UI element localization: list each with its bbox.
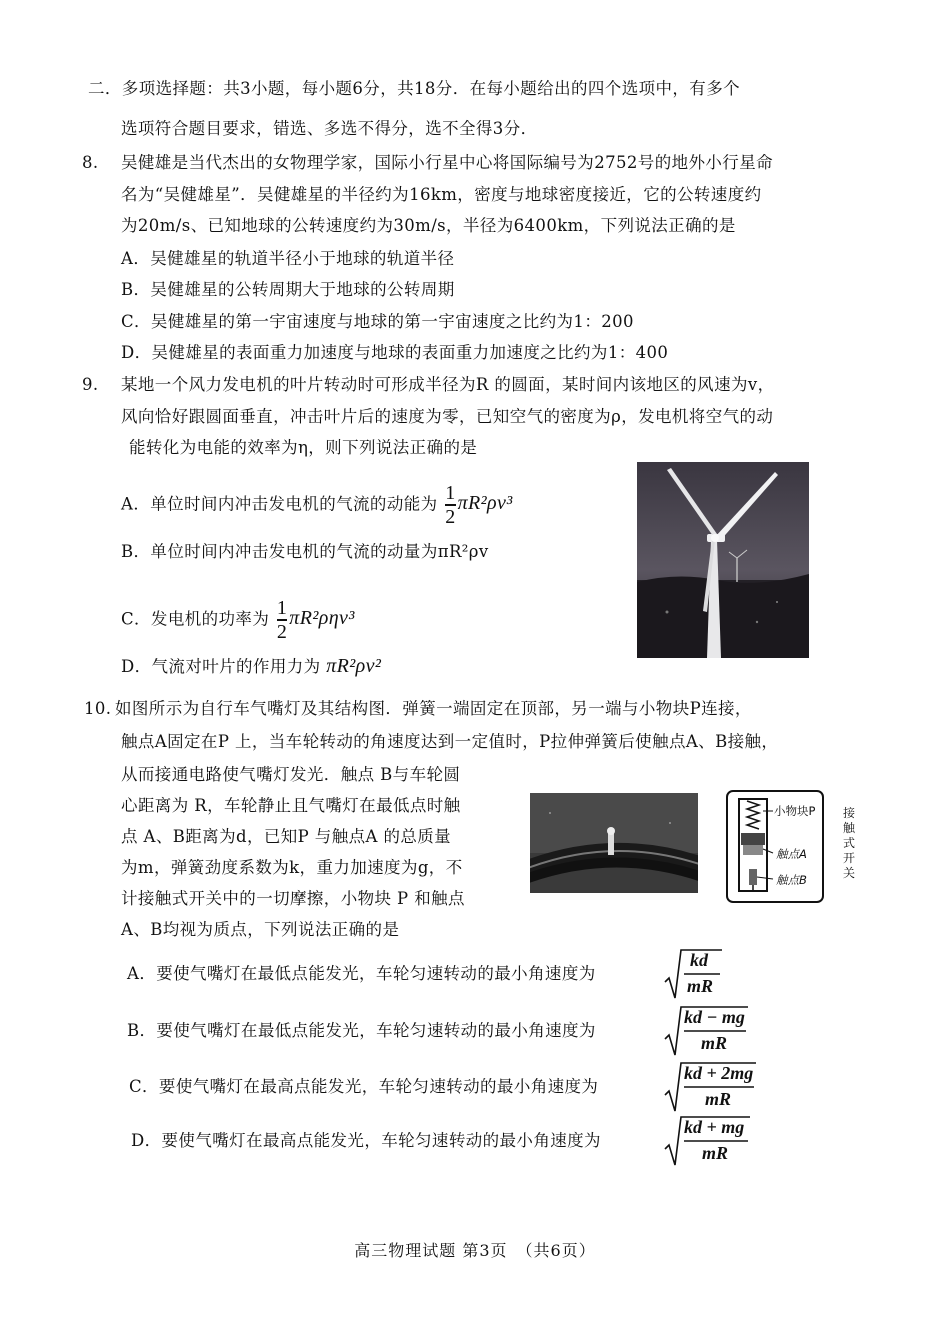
- label-contact-switch: 接触式开关: [842, 806, 855, 880]
- fraction: $\frac{1}{2}$: [445, 482, 456, 528]
- q8-stem-line: 为20m/s、已知地球的公转速度约为30m/s，半径为6400km，下列说法正确的是: [121, 216, 736, 235]
- q10-stem-line: 计接触式开关中的一切摩擦，小物块 P 和触点: [121, 889, 465, 908]
- q10-option-c: C．要使气嘴灯在最高点能发光，车轮匀速转动的最小角速度为: [129, 1077, 599, 1096]
- q10-option-a: A．要使气嘴灯在最低点能发光，车轮匀速转动的最小角速度为: [127, 964, 596, 983]
- label-contact-a: 触点A: [776, 847, 807, 861]
- q10-stem-line: 从而接通电路使气嘴灯发光．触点 B与车轮圆: [121, 765, 461, 784]
- bicycle-valve-light-photo: [530, 793, 698, 893]
- q10-option-d: D．要使气嘴灯在最高点能发光，车轮匀速转动的最小角速度为: [131, 1131, 601, 1150]
- page-footer: 高三物理试题 第3页 （共6页）: [354, 1241, 596, 1260]
- q10-option-b: B．要使气嘴灯在最低点能发光，车轮匀速转动的最小角速度为: [127, 1021, 596, 1040]
- section-heading-line-2: 选项符合题目要求，错选、多选不得分，选不全得3分．: [121, 119, 538, 138]
- wind-turbine-photo: [637, 462, 809, 658]
- q8-option-c: C．吴健雄星的第一宇宙速度与地球的第一宇宙速度之比约为1：200: [121, 312, 634, 331]
- label-block-p: 小物块P: [774, 804, 816, 818]
- q9-stem-line: 风向恰好跟圆面垂直，冲击叶片后的速度为零，已知空气的密度为ρ，发电机将空气的动: [121, 407, 774, 426]
- sqrt-expression: kd − mg mR: [664, 1005, 750, 1061]
- sqrt-expression: kd + 2mg mR: [664, 1061, 758, 1117]
- q8-stem-line: 名为“吴健雄星”．吴健雄星的半径约为16km，密度与地球密度接近，它的公转速度约: [121, 185, 762, 204]
- q8-option-a: A．吴健雄星的轨道半径小于地球的轨道半径: [121, 249, 455, 268]
- sqrt-expression: kd + mg mR: [664, 1115, 752, 1171]
- q8-number: 8.: [82, 153, 99, 172]
- sqrt-expression: kd mR: [664, 948, 724, 1004]
- q8-option-b: B．吴健雄星的公转周期大于地球的公转周期: [121, 280, 455, 299]
- q9-number: 9.: [82, 375, 99, 394]
- q9-stem-line: 某地一个风力发电机的叶片转动时可形成半径为R 的圆面，某时间内该地区的风速为v，: [121, 375, 775, 394]
- label-contact-b: 触点B: [776, 873, 807, 887]
- q10-stem-line: 为m，弹簧劲度系数为k，重力加速度为g，不: [121, 858, 463, 877]
- q8-stem-line: 吴健雄是当代杰出的女物理学家，国际小行星中心将国际编号为2752号的地外小行星命: [121, 153, 773, 172]
- q10-stem-line: A、B均视为质点，下列说法正确的是: [121, 920, 400, 939]
- q8-option-d: D．吴健雄星的表面重力加速度与地球的表面重力加速度之比约为1：400: [121, 343, 669, 362]
- contact-switch-diagram: [725, 789, 825, 904]
- q10-number: 10.: [84, 699, 112, 718]
- q10-stem-line: 心距离为 R，车轮静止且气嘴灯在最低点时触: [121, 796, 461, 815]
- q10-stem-line: 如图所示为自行车气嘴灯及其结构图．弹簧一端固定在顶部，另一端与小物块P连接，: [115, 699, 752, 718]
- q9-option-b: B．单位时间内冲击发电机的气流的动量为πR²ρv: [121, 542, 489, 561]
- q10-stem-line: 触点A固定在P 上，当车轮转动的角速度达到一定值时，P拉伸弹簧后使触点A、B接触，: [121, 732, 779, 751]
- fraction: $\frac{1}{2}$: [276, 597, 288, 643]
- q9-option-c: C．发电机的功率为 $\frac{1}{2}$ πR²ρηv³: [121, 597, 355, 643]
- q9-option-a: A．单位时间内冲击发电机的气流的动能为 $\frac{1}{2}$ πR²ρv³: [121, 482, 513, 528]
- q9-stem-line: 能转化为电能的效率为η，则下列说法正确的是: [129, 438, 478, 457]
- q9-option-d: D．气流对叶片的作用力为 πR²ρv²: [121, 655, 382, 677]
- q10-stem-line: 点 A、B距离为d，已知P 与触点A 的总质量: [121, 827, 452, 846]
- section-heading-line-1: 二．多项选择题：共3小题，每小题6分，共18分．在每小题给出的四个选项中，有多个: [88, 79, 740, 98]
